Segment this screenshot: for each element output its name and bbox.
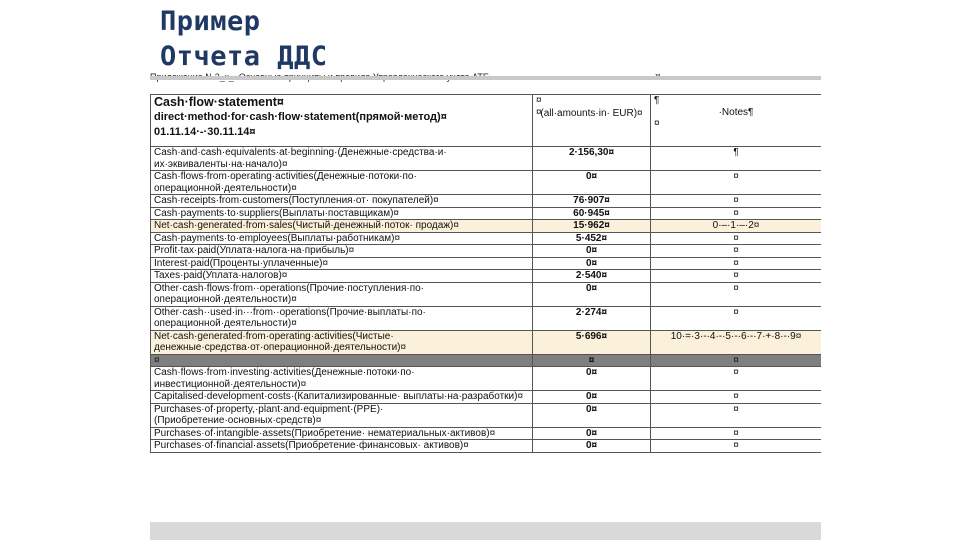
notes-caption: ·Notes¶ [718,106,754,118]
row-amount: 0¤ [533,427,651,440]
amounts-header-cell [533,95,651,147]
bottom-scroll-strip [150,522,821,540]
row-description: Cash·flows·from·investing·activities(Денежные·потоки·по· инвестиционной·деятельности)¤ [151,367,533,391]
row-description: Net·cash·generated·from·sales(Чистый·денежный·поток· продаж)¤ [151,220,533,233]
table-header-row [151,95,822,147]
row-amount: 0¤ [533,282,651,306]
row-amount: 76·907¤ [533,195,651,208]
table-row [151,207,822,220]
row-note: ¤ [651,403,822,427]
row-note: ¤ [651,207,822,220]
table-row [151,354,822,367]
period-title: 01.11.14·-·30.11.14¤ [154,126,256,138]
table-row [151,282,822,306]
row-amount: 0¤ [533,171,651,195]
row-note: ¤ [651,427,822,440]
row-note: ¤ [651,270,822,283]
slide-title-line-2: Отчета ДДС [160,41,328,72]
row-note: ¤ [651,306,822,330]
table-row [151,220,822,233]
row-note: ¤ [651,391,822,404]
row-note: 0·–·1·–·2¤ [651,220,822,233]
header-mark-d: ¤ [654,118,660,129]
statement-title: Cash·flow·statement¤ [154,95,284,109]
row-amount: 2·274¤ [533,306,651,330]
header-mark-b: ¤ [536,106,542,118]
row-amount: 5·696¤ [533,330,651,354]
row-note: ¤ [651,282,822,306]
row-note: ¤ [651,171,822,195]
header-mark-c: ¶ [654,95,660,106]
table-row [151,367,822,391]
row-note: ¤ [651,232,822,245]
method-title: direct·method·for·cash·flow·statement(прямой·метод)¤ [154,111,447,123]
row-description: Cash·payments·to·employees(Выплаты·работникам)¤ [151,232,533,245]
notes-header-cell [651,95,822,147]
row-amount: 2·540¤ [533,270,651,283]
row-amount: ¤ [533,354,651,367]
row-description: Other·cash·flows·from··operations(Прочие·поступления·по· операционной·деятельности)¤ [151,282,533,306]
row-amount: 2·156,30¤ [533,147,651,171]
row-note: ¤ [651,195,822,208]
header-rule [150,76,821,80]
slide-title-line-1: Пример [160,6,261,37]
table-row [151,195,822,208]
table-row [151,330,822,354]
table-row [151,147,822,171]
row-note: ¤ [651,354,822,367]
row-amount: 0¤ [533,440,651,453]
row-note: 10·=·3·-·4·-·5·-·6·-·7·+·8·-·9¤ [651,330,822,354]
header-mark-a: ¤ [536,95,542,106]
row-description: Cash·and·cash·equivalents·at·beginning·(Денежные·средства·и· их·эквиваленты·на·начало)¤ [151,147,533,171]
row-amount: 5·452¤ [533,232,651,245]
row-note: ¶ [651,147,822,171]
amounts-caption: (all·amounts·in· EUR)¤ [540,108,643,119]
table-row [151,257,822,270]
row-description: Other·cash··used·in···from··operations(Прочие·выплаты·по· операционной·деятельности)¤ [151,306,533,330]
row-amount: 60·945¤ [533,207,651,220]
row-description: Capitalised·development·costs·(Капитализированные· выплаты·на·разработки)¤ [151,391,533,404]
row-description: Purchases·of·property,·plant·and·equipment·(PPE)· (Приобретение·основных·средств)¤ [151,403,533,427]
row-amount: 15·962¤ [533,220,651,233]
row-note: ¤ [651,257,822,270]
row-note: ¤ [651,440,822,453]
table-row [151,391,822,404]
table-row [151,171,822,195]
row-amount: 0¤ [533,257,651,270]
row-note: ¤ [651,245,822,258]
row-amount: 0¤ [533,245,651,258]
cash-flow-table [150,94,821,453]
row-amount: 0¤ [533,391,651,404]
table-row [151,440,822,453]
header-title-cell [151,95,533,147]
table-row [151,245,822,258]
table-row [151,403,822,427]
table-row [151,306,822,330]
row-amount: 0¤ [533,403,651,427]
row-description: Profit·tax·paid(Уплата·налога·на·прибыль)¤ [151,245,533,258]
row-description: Purchases·of·intangible·assets(Приобретение· нематериальных·активов)¤ [151,427,533,440]
row-note: ¤ [651,367,822,391]
row-description: Interest·paid(Проценты·уплаченные)¤ [151,257,533,270]
row-amount: 0¤ [533,367,651,391]
slide-title [160,4,328,74]
row-description: Cash·receipts·from·customers(Поступления·от· покупателей)¤ [151,195,533,208]
row-description: Cash·payments·to·suppliers(Выплаты·поставщикам)¤ [151,207,533,220]
row-description: Taxes·paid(Уплата·налогов)¤ [151,270,533,283]
table-row [151,427,822,440]
row-description: Cash·flows·from·operating·activities(Денежные·потоки·по· операционной·деятельности)¤ [151,171,533,195]
row-description: ¤ [151,354,533,367]
document-image [150,72,821,522]
table-row [151,270,822,283]
row-description: Purchases·of·financial·assets(Приобретение·финансовых· активов)¤ [151,440,533,453]
table-row [151,232,822,245]
row-description: Net·cash·generated·from·operating·activities(Чистые· денежные·средства·от·операционной·деятельности)¤ [151,330,533,354]
